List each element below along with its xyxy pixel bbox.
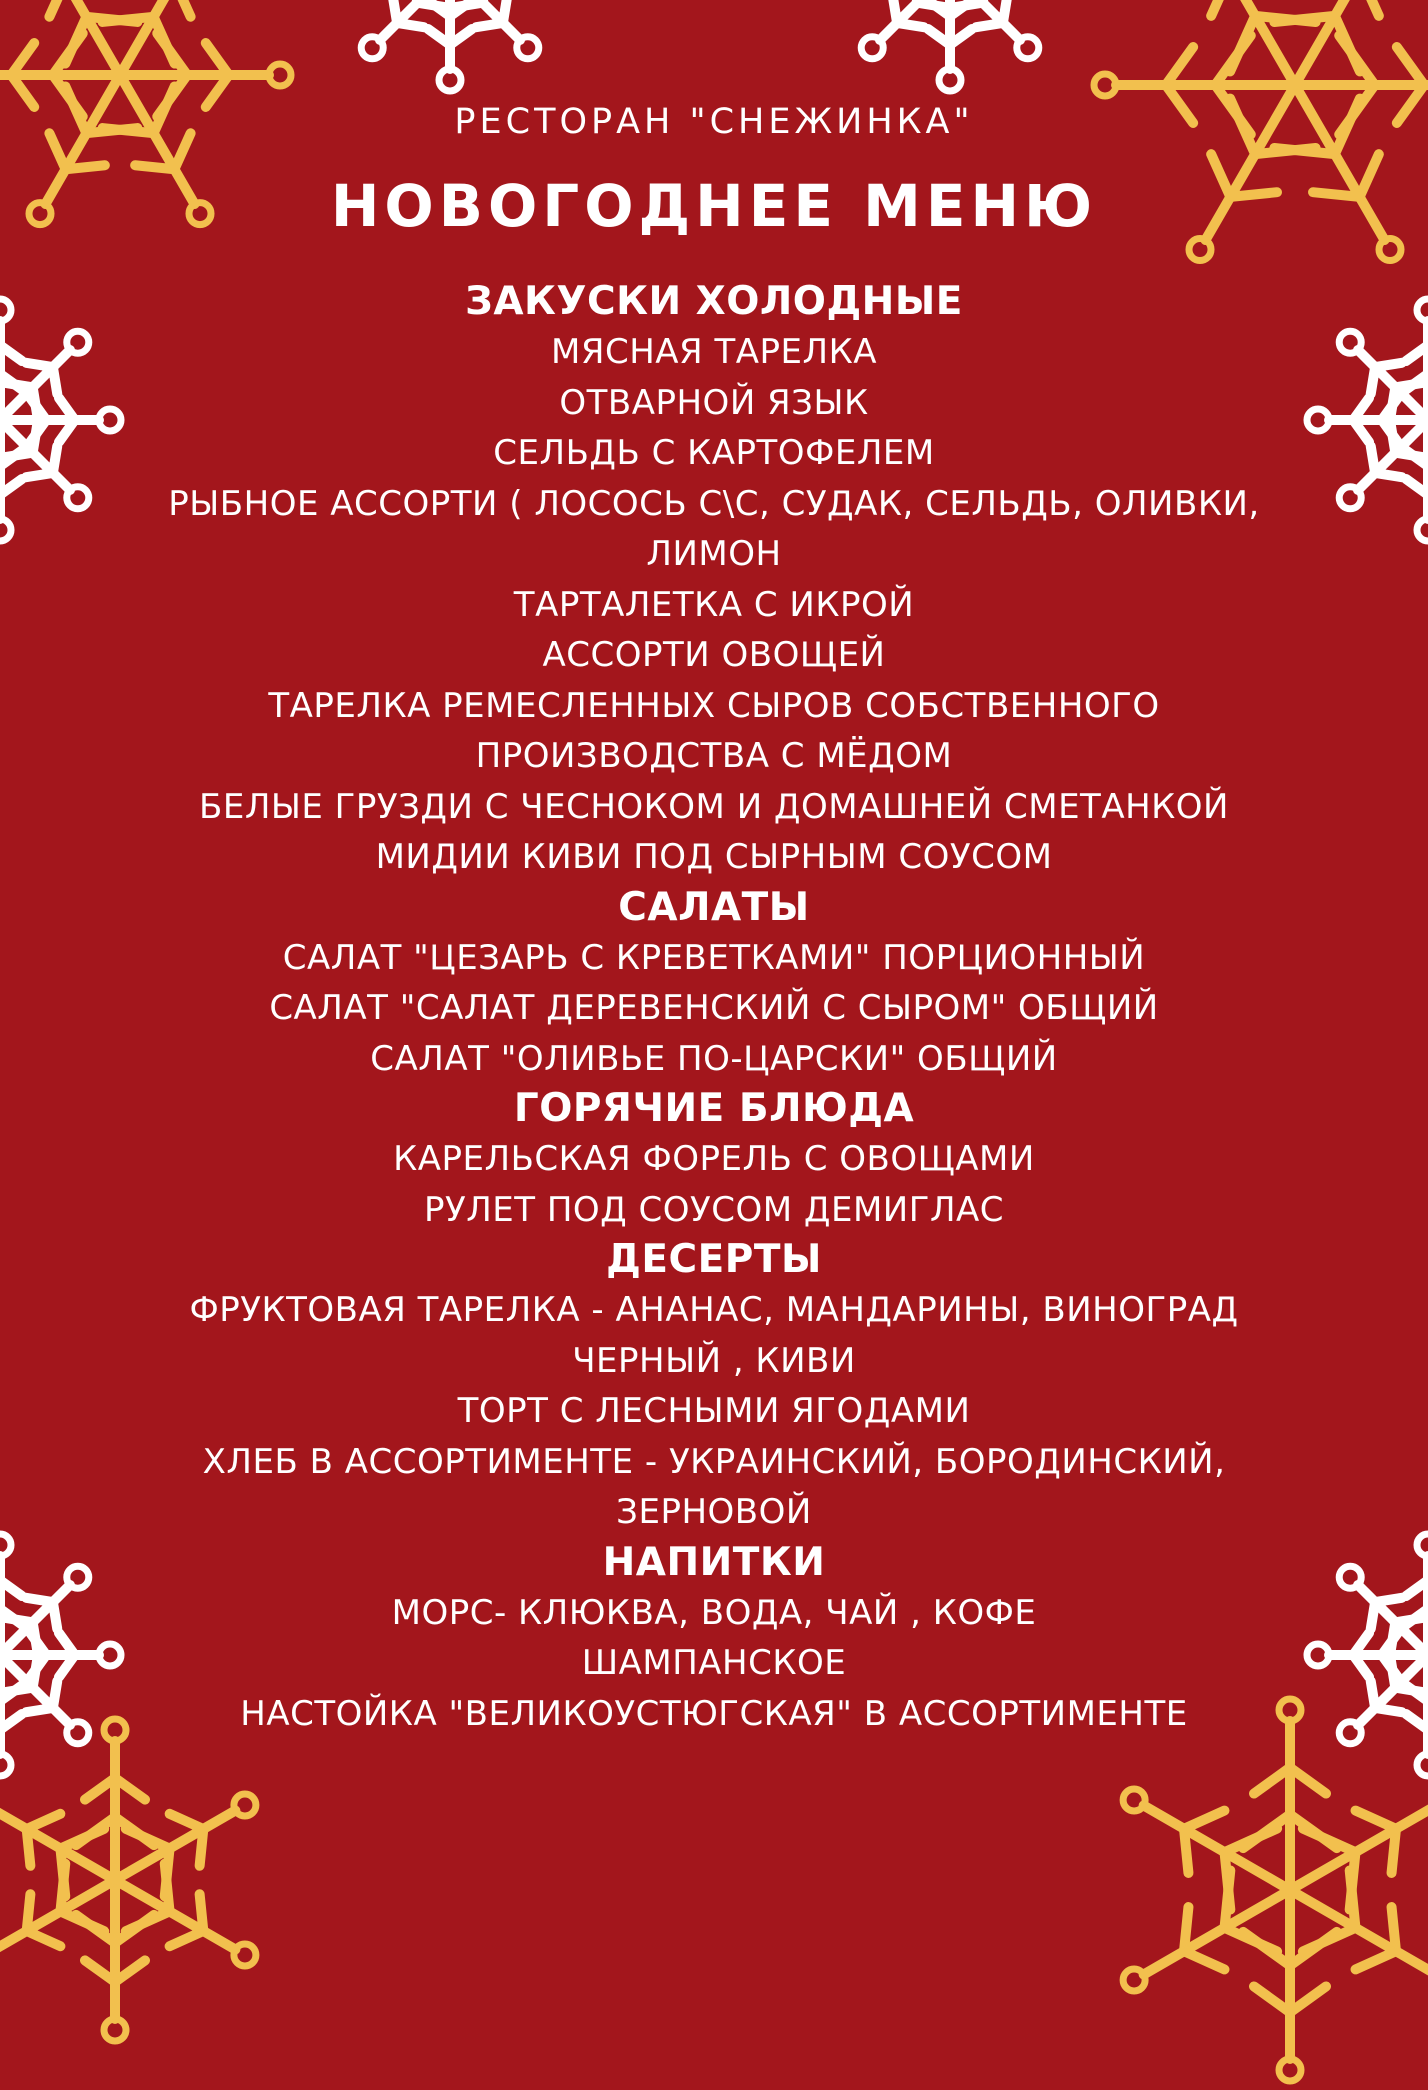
menu-item-line: ТОРТ С ЛЕСНЫМИ ЯГОДАМИ [457, 1391, 971, 1431]
menu-title: НОВОГОДНЕЕ МЕНЮ [330, 172, 1098, 240]
menu-item-line: БЕЛЫЕ ГРУЗДИ С ЧЕСНОКОМ И ДОМАШНЕЙ СМЕТАНКОЙ [199, 786, 1229, 827]
menu-item-line: ШАМПАНСКОЕ [581, 1643, 847, 1683]
menu-item-line: ОТВАРНОЙ ЯЗЫК [559, 382, 869, 423]
menu-item-line: САЛАТ "ОЛИВЬЕ ПО-ЦАРСКИ" ОБЩИЙ [370, 1038, 1058, 1079]
menu-section [140, 883, 1288, 1085]
restaurant-name: РЕСТОРАН "СНЕЖИНКА" [454, 102, 974, 142]
snowflake-icon [0, 1525, 130, 1785]
menu-item-line: ХЛЕБ В АССОРТИМЕНТЕ - УКРАИНСКИЙ, БОРОДИНСКИЙ, [202, 1441, 1226, 1482]
menu-item-line: ЧЕРНЫЙ , КИВИ [572, 1340, 856, 1381]
menu-item-line: СЕЛЬДЬ С КАРТОФЕЛЕМ [493, 433, 935, 473]
menu-section [140, 1084, 1288, 1235]
menu-section [140, 277, 1288, 883]
menu-section [140, 1538, 1288, 1740]
menu-item-line: ТАРТАЛЕТКА С ИКРОЙ [513, 584, 915, 625]
section-title: ГОРЯЧИЕ БЛЮДА [513, 1086, 915, 1131]
menu-list [140, 277, 1288, 1739]
section-title: ДЕСЕРТЫ [606, 1237, 822, 1282]
snowflake-icon [1085, 0, 1428, 295]
menu-section [140, 1235, 1288, 1538]
menu-item-line: САЛАТ "ЦЕЗАРЬ С КРЕВЕТКАМИ" ПОРЦИОННЫЙ [282, 937, 1146, 978]
menu-item-line: ЛИМОН [646, 534, 782, 574]
menu-item-line: МЯСНАЯ ТАРЕЛКА [551, 332, 877, 372]
menu-item-line: САЛАТ "САЛАТ ДЕРЕВЕНСКИЙ С СЫРОМ" ОБЩИЙ [269, 988, 1159, 1028]
menu-item-line: ТАРЕЛКА РЕМЕСЛЕННЫХ СЫРОВ СОБСТВЕННОГО [268, 685, 1160, 726]
section-title: ЗАКУСКИ ХОЛОДНЫЕ [465, 279, 963, 324]
snowflake-icon [1298, 1525, 1428, 1785]
snowflake-icon [1298, 290, 1428, 550]
menu-item-line: АССОРТИ ОВОЩЕЙ [542, 635, 886, 675]
menu-item-line: МОРС- КЛЮКВА, ВОДА, ЧАЙ , КОФЕ [391, 1592, 1037, 1633]
menu-item-line: МИДИИ КИВИ ПОД СЫРНЫМ СОУСОМ [375, 837, 1053, 877]
menu-item-line: РУЛЕТ ПОД СОУСОМ ДЕМИГЛАС [423, 1189, 1005, 1230]
menu-item-line: ЗЕРНОВОЙ [616, 1492, 812, 1532]
menu-item-line: ПРОИЗВОДСТВА С МЁДОМ [475, 736, 953, 776]
menu-item-line: РЫБНОЕ АССОРТИ ( ЛОСОСЬ С\С, СУДАК, СЕЛЬДЬ, ОЛИВКИ, [168, 483, 1260, 524]
menu-item-line: ФРУКТОВАЯ ТАРЕЛКА - АНАНАС, МАНДАРИНЫ, ВИНОГРАД [189, 1290, 1239, 1330]
section-title: САЛАТЫ [618, 884, 810, 930]
snowflake-icon [320, 0, 580, 100]
snowflake-icon [820, 0, 1080, 100]
menu-item-line: КАРЕЛЬСКАЯ ФОРЕЛЬ С ОВОЩАМИ [393, 1139, 1035, 1179]
section-title: НАПИТКИ [602, 1539, 826, 1585]
snowflake-icon [0, 290, 130, 550]
menu-item-line: НАСТОЙКА "ВЕЛИКОУСТЮГСКАЯ" В АССОРТИМЕНТЕ [240, 1693, 1188, 1734]
